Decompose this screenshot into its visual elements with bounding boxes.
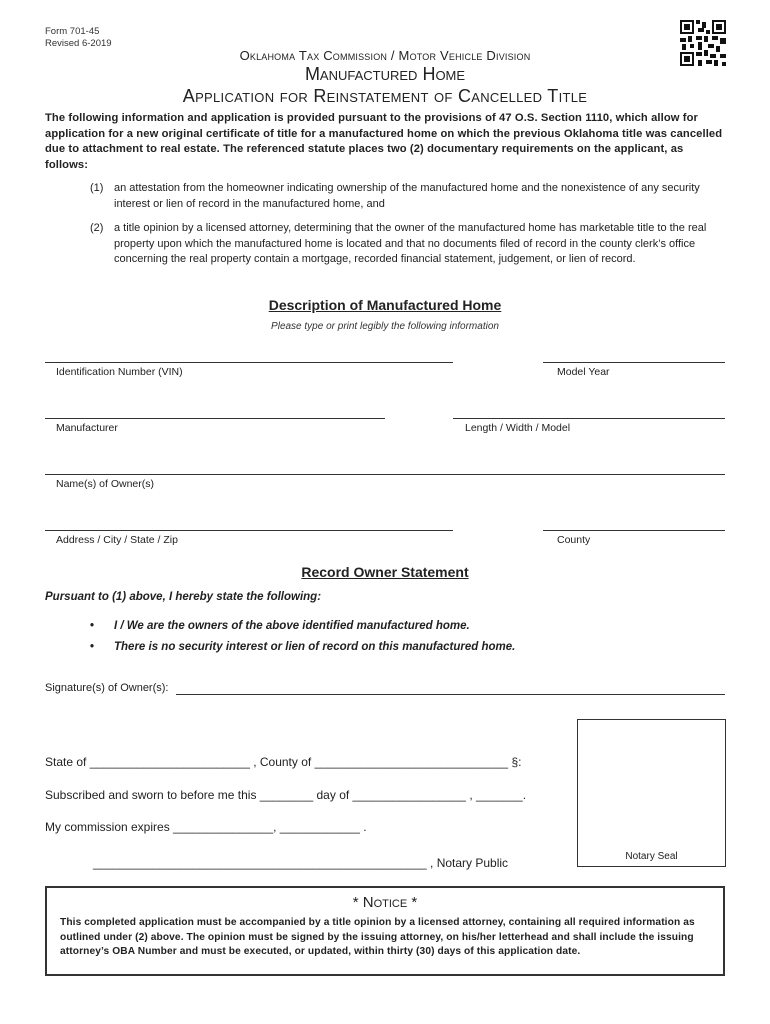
sworn-line[interactable]: Subscribed and sworn to before me this ________ day of _________________ , _______.: [45, 788, 527, 802]
owners-label: Name(s) of Owner(s): [56, 478, 155, 490]
notice-box: [45, 886, 725, 976]
owners-field-line[interactable]: [45, 474, 725, 475]
description-section-title: Description of Manufactured Home: [268, 297, 502, 313]
statement-bullet-1: [90, 620, 470, 632]
vin-field-line[interactable]: [45, 362, 453, 363]
county-field-line[interactable]: [543, 530, 725, 531]
requirement-number: (1): [90, 182, 104, 194]
agency-title: Oklahoma Tax Commission / Motor Vehicle Division: [239, 48, 531, 63]
signature-field-line[interactable]: [176, 694, 725, 695]
form-title-line1: Manufactured Home: [304, 64, 466, 84]
notary-seal-box: [577, 719, 726, 867]
bullet-icon: •: [90, 620, 95, 632]
commission-expires-line[interactable]: My commission expires _______________, ____________ .: [45, 820, 367, 834]
requirement-number: (2): [90, 222, 104, 234]
requirement-item-2: [90, 221, 725, 268]
description-section-subtitle: Please type or print legibly the following information: [271, 321, 499, 332]
dimensions-field-line[interactable]: [453, 418, 725, 419]
signature-label: Signature(s) of Owner(s):: [45, 682, 169, 694]
form-number-block: [45, 26, 112, 50]
model-year-label: Model Year: [557, 366, 610, 378]
notary-public-line[interactable]: __________________________________________________ , Notary Public: [93, 856, 509, 870]
statement-bullet-2: [90, 641, 515, 653]
pursuant-statement: Pursuant to (1) above, I hereby state the following:: [45, 591, 322, 603]
bullet-text: I / We are the owners of the above identified manufactured home.: [114, 620, 470, 632]
notice-text: This completed application must be accompanied by a title opinion by a licensed attorney, containing all required information as outlined under (2) above. The opinion must be signed by the issuing attorney, on his/her letterhead and shall include the issuing attorney’s OBA Number and must be executed, or updated, within thirty (30) days of this application date.: [60, 917, 695, 957]
notice-title: * Notice *: [352, 894, 418, 911]
intro-paragraph: The following information and application is provided pursuant to the provisions of 47 O.S. Section 1110, which allow for application for a new original certificate of title for a manufactured home on which the previous Oklahoma title was cancelled due to attachment to real estate. The referenced statute places two (2) documentary requirements on the applicant, as follows:: [45, 112, 723, 171]
form-title-line2: Application for Reinstatement of Cancelled Title: [182, 86, 588, 106]
dimensions-label: Length / Width / Model: [465, 422, 571, 434]
county-label: County: [557, 534, 591, 546]
requirement-text: a title opinion by a licensed attorney, determining that the owner of the manufactured home has marketable title to the real property upon which the manufactured home is located and that no documents filed of record in the county clerk’s office concerning the real property contain a mortgage, recorded financial statement, judgement, or lien of record.: [114, 222, 707, 265]
form-number: Form 701-45: [45, 26, 100, 37]
requirement-item-1: [90, 181, 725, 212]
manufacturer-label: Manufacturer: [56, 422, 118, 434]
statement-section-title: Record Owner Statement: [301, 564, 469, 580]
address-field-line[interactable]: [45, 530, 453, 531]
address-label: Address / City / State / Zip: [56, 534, 178, 546]
revision-date: Revised 6-2019: [45, 38, 112, 49]
notary-seal-label: Notary Seal: [625, 851, 678, 862]
manufacturer-field-line[interactable]: [45, 418, 385, 419]
state-county-line[interactable]: State of ________________________ , County of _____________________________ §:: [45, 755, 522, 769]
vin-label: Identification Number (VIN): [56, 366, 183, 378]
bullet-icon: •: [90, 641, 95, 653]
model-year-field-line[interactable]: [543, 362, 725, 363]
requirement-text: an attestation from the homeowner indicating ownership of the manufactured home and the nonexistence of any security interest or lien of record in the manufactured home, and: [114, 182, 700, 210]
bullet-text: There is no security interest or lien of record on this manufactured home.: [114, 641, 516, 653]
